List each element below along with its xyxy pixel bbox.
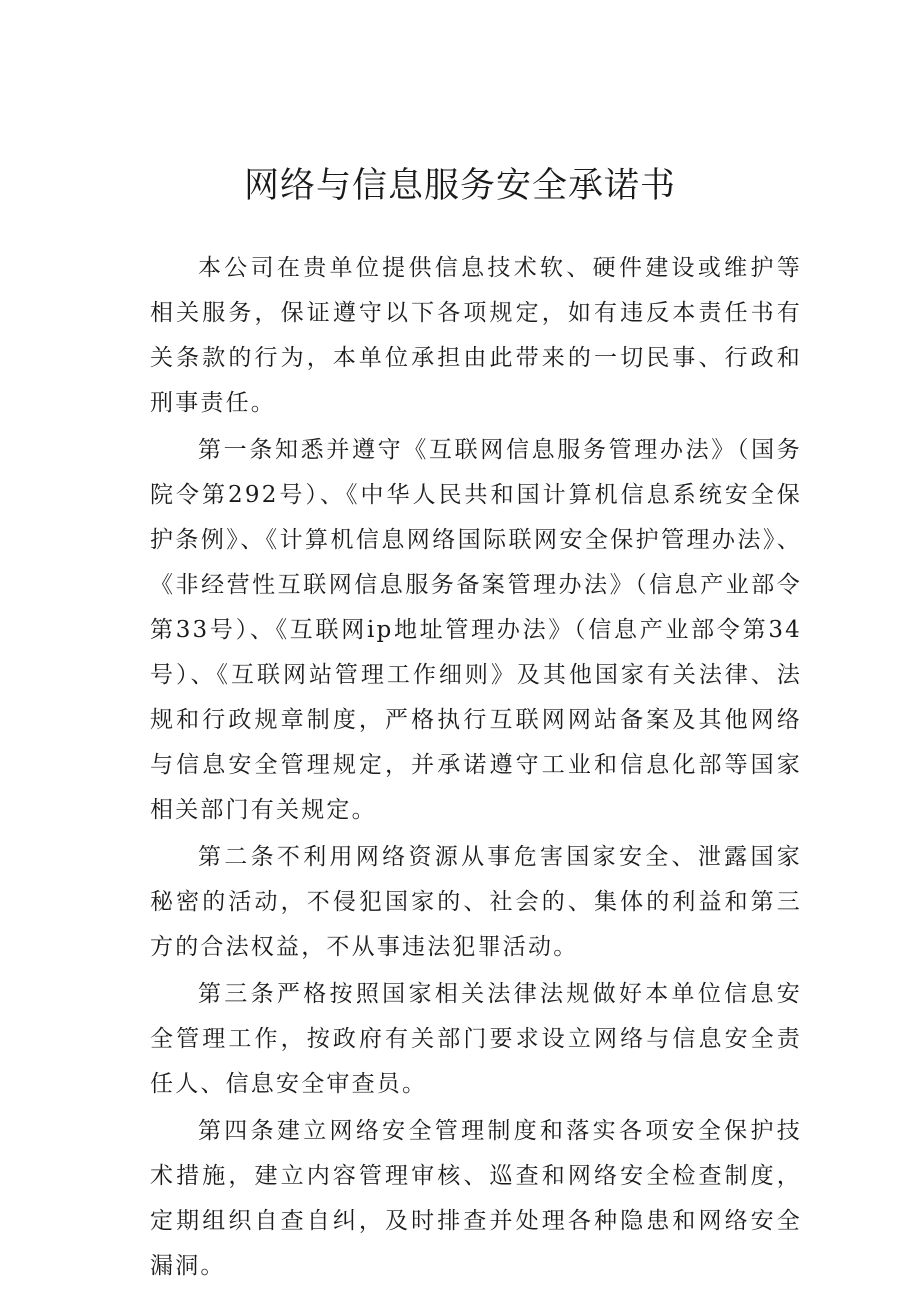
document-body bbox=[150, 246, 802, 1289]
document-title: 网络与信息服务安全承诺书 bbox=[243, 166, 676, 206]
paragraph-article-1: 第一条知悉并遵守《互联网信息服务管理办法》（国务院令第292号）、《中华人民共和国计算机信息系统安全保护条例》、《计算机信息网络国际联网安全保护管理办法》、《非经营性互联网信息服务备案管理办法》（信息产业部令第33号）、《互联网ip地址管理办法》（信息产业部令第34号）、《互联网站管理工作细则》及其他国家有关法律、法规和行政规章制度，严格执行互联网网站备案及其他网络与信息安全管理规定，并承诺遵守工业和信息化部等国家相关部门有关规定。 bbox=[150, 437, 802, 823]
paragraph-article-4: 第四条建立网络安全管理制度和落实各项安全保护技术措施，建立内容管理审核、巡查和网络安全检查制度，定期组织自查自纠，及时排查并处理各种隐患和网络安全漏洞。 bbox=[150, 1118, 802, 1279]
paragraph-article-3: 第三条严格按照国家相关法律法规做好本单位信息安全管理工作，按政府有关部门要求设立网络与信息安全责任人、信息安全审查员。 bbox=[150, 981, 802, 1097]
paragraph-article-2: 第二条不利用网络资源从事危害国家安全、泄露国家秘密的活动，不侵犯国家的、社会的、集体的利益和第三方的合法权益，不从事违法犯罪活动。 bbox=[150, 844, 802, 960]
paragraph-preamble: 本公司在贵单位提供信息技术软、硬件建设或维护等相关服务，保证遵守以下各项规定，如有违反本责任书有关条款的行为，本单位承担由此带来的一切民事、行政和刑事责任。 bbox=[150, 255, 802, 416]
